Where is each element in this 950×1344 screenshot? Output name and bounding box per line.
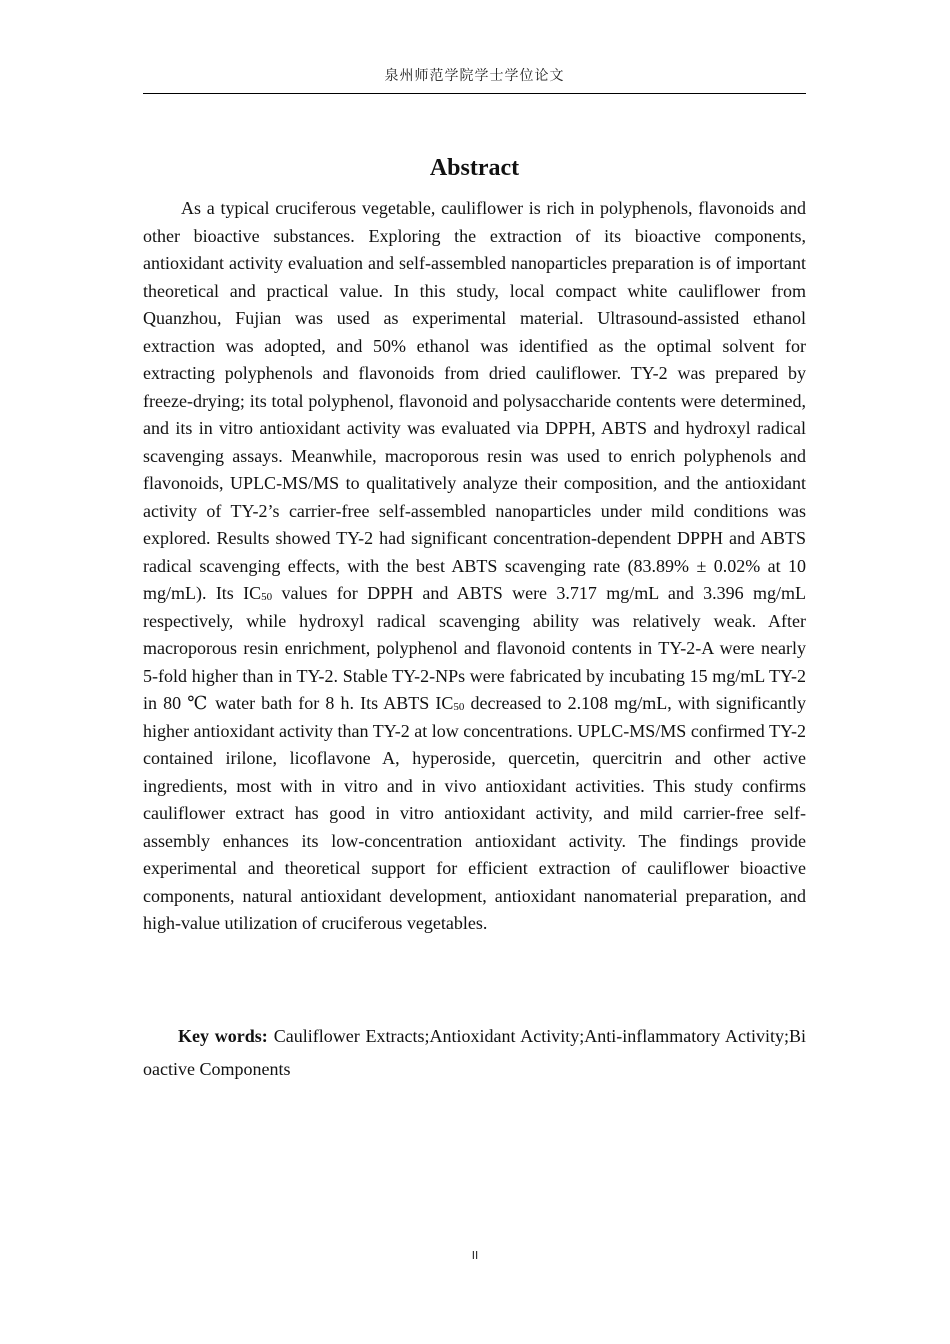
header-title: 泉州师范学院学士学位论文 (384, 68, 565, 84)
abstract-text-part-3: decreased to 2.108 mg/mL, with significantly higher antioxidant activity than TY-2 at low concentrations. UPLC-MS/MS confirmed TY-2 contained irilone, licoflavone A, hyperoside, quercetin, quercitrin and other active ingredients, most with in vitro and in vivo antioxidant activities. This study confirms cauliflower extract has good in vitro antioxidant activity, and mild carrier-free self-assembly enhances its low-concentration antioxidant activity. The findings provide experimental and theoretical support for efficient extraction of cauliflower bioactive components, natural antioxidant development, antioxidant nanomaterial preparation, and high-value utilization of cruciferous vegetables. (143, 693, 806, 933)
page-header (143, 66, 806, 94)
ic50-subscript-1: 50 (261, 591, 273, 603)
abstract-text-part-1: As a typical cruciferous vegetable, cauliflower is rich in polyphenols, flavonoids and other bioactive substances. Exploring the extraction of its bioactive components, antioxidant activity evaluation and self-assembled nanoparticles preparation is of important theoretical and practical value. In this study, local compact white cauliflower from Quanzhou, Fujian was used as experimental material. Ultrasound-assisted ethanol extraction was adopted, and 50% ethanol was identified as the optimal solvent for extracting polyphenols and flavonoids from dried cauliflower. TY-2 was prepared by freeze-drying; its total polyphenol, flavonoid and polysaccharide contents were determined, and its in vitro antioxidant activity was evaluated via DPPH, ABTS and hydroxyl radical scavenging assays. Meanwhile, macroporous resin was used to enrich polyphenols and flavonoids, UPLC-MS/MS to qualitatively analyze their composition, and the antioxidant activity of TY-2’s carrier-free self-assembled nanoparticles under mild conditions was explored. Results showed TY-2 had significant concentration-dependent DPPH and ABTS radical scavenging effects, with the best ABTS scavenging rate (83.89% ± 0.02% at 10 mg/mL). Its IC (143, 198, 806, 603)
keywords-paragraph (143, 1020, 806, 1086)
page-number: II (471, 1249, 479, 1262)
abstract-heading: Abstract (429, 155, 520, 181)
keywords-value: Cauliflower Extracts;Antioxidant Activity;Anti-inflammatory Activity;Bioactive Components (143, 1026, 806, 1079)
abstract-paragraph (143, 195, 806, 938)
abstract-body (143, 195, 806, 938)
keywords-label: Key words: (178, 1026, 268, 1046)
abstract-text-part-2: values for DPPH and ABTS were 3.717 mg/mL and 3.396 mg/mL respectively, while hydroxyl radical scavenging ability was relatively weak. After macroporous resin enrichment, polyphenol and flavonoid contents in TY-2-A were nearly 5-fold higher than in TY-2. Stable TY-2-NPs were fabricated by incubating 15 mg/mL TY-2 in 80 ℃ water bath for 8 h. Its ABTS IC (143, 583, 806, 713)
ic50-subscript-2: 50 (453, 701, 465, 713)
